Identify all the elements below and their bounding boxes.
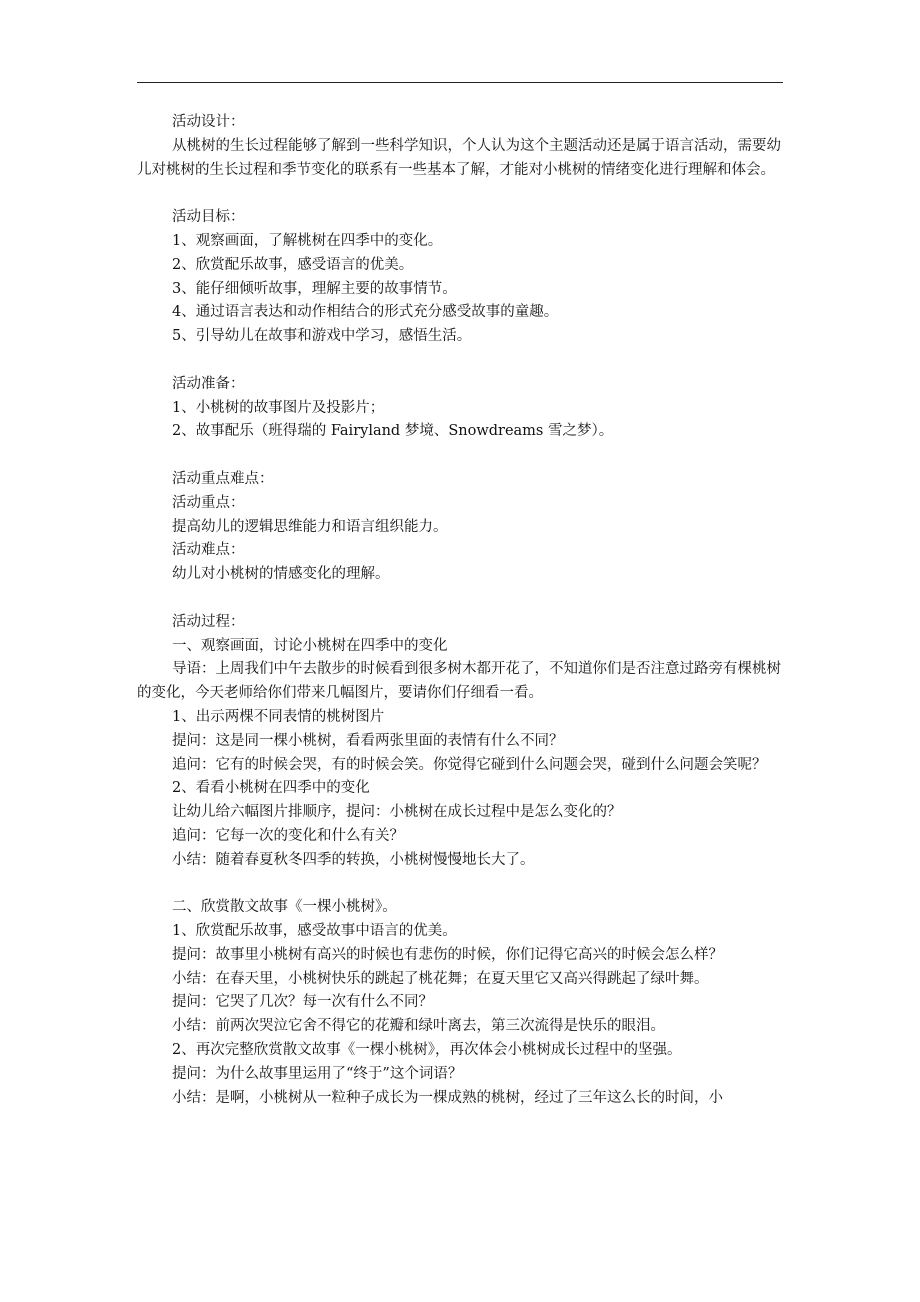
design-text: 从桃树的生长过程能够了解到一些科学知识，个人认为这个主题活动还是属于语言活动，需要幼儿对桃树的生长过程和季节变化的联系有一些基本了解，才能对小桃树的情绪变化进行理解和体会。 xyxy=(137,137,781,178)
question-6: 提问：它哭了几次？每一次有什么不同？ xyxy=(172,994,433,1011)
question-3: 让幼儿给六幅图片排顺序，提问：小桃树在成长过程中是怎么变化的？ xyxy=(172,804,622,821)
focus-text: 提高幼儿的逻辑思维能力和语言组织能力。 xyxy=(172,518,448,535)
summary-2: 小结：在春天里，小桃树快乐的跳起了桃花舞；在夏天里它又高兴得跳起了绿叶舞。 xyxy=(172,970,709,987)
spacer xyxy=(137,587,783,611)
prep-heading: 活动准备： xyxy=(172,375,245,392)
step-2: 2、看看小桃树在四季中的变化 xyxy=(172,780,370,797)
summary-3: 小结：前两次哭泣它舍不得它的花瓣和绿叶离去，第三次流得是快乐的眼泪。 xyxy=(172,1018,665,1035)
spacer xyxy=(137,182,783,206)
prep-item-1: 1、小桃树的故事图片及投影片； xyxy=(172,399,385,416)
question-2: 追问：它有的时候会哭，有的时候会笑。你觉得它碰到什么问题会哭，碰到什么问题会笑呢？ xyxy=(172,756,767,773)
document-body xyxy=(137,111,783,1110)
step-1: 1、出示两棵不同表情的桃树图片 xyxy=(172,708,385,725)
part1-title: 一、观察画面，讨论小桃树在四季中的变化 xyxy=(172,637,448,654)
design-heading: 活动设计： xyxy=(172,114,245,130)
goal-item-2: 2、欣赏配乐故事，感受语言的优美。 xyxy=(172,256,414,273)
summary-4: 小结：是啊，小桃树从一粒种子成长为一棵成熟的桃树，经过了三年这么长的时间，小 xyxy=(172,1089,723,1106)
key-heading: 活动重点难点： xyxy=(172,470,274,487)
goal-item-1: 1、观察画面，了解桃树在四季中的变化。 xyxy=(172,232,443,249)
goals-heading: 活动目标： xyxy=(172,209,245,226)
goal-item-5: 5、引导幼儿在故事和游戏中学习，感悟生活。 xyxy=(172,328,472,345)
goal-item-4: 4、通过语言表达和动作相结合的形式充分感受故事的童趣。 xyxy=(172,304,559,321)
summary-1: 小结：随着春夏秋冬四季的转换，小桃树慢慢地长大了。 xyxy=(172,851,535,868)
step-4: 2、再次完整欣赏散文故事《一棵小桃树》，再次体会小桃树成长过程中的坚强。 xyxy=(172,1042,682,1059)
spacer xyxy=(137,873,783,897)
question-5: 提问：故事里小桃树有高兴的时候也有悲伤的时候，你们记得它高兴的时候会怎么样？ xyxy=(172,946,723,963)
step-3: 1、欣赏配乐故事，感受故事中语言的优美。 xyxy=(172,923,457,940)
prep-item-2: 2、故事配乐（班得瑞的 Fairyland 梦境、Snowdreams 雪之梦）。 xyxy=(172,423,614,440)
header-rule xyxy=(137,82,783,83)
process-heading: 活动过程： xyxy=(172,613,245,630)
spacer xyxy=(137,444,783,468)
question-1: 提问：这是同一棵小桃树，看看两张里面的表情有什么不同？ xyxy=(172,732,564,749)
process-intro: 导语：上周我们中午去散步的时候看到很多树木都开花了，不知道你们是否注意过路旁有棵桃树的变化，今天老师给你们带来几幅图片，要请你们仔细看一看。 xyxy=(137,661,781,702)
question-4: 追问：它每一次的变化和什么有关？ xyxy=(172,827,404,844)
focus-label: 活动重点： xyxy=(172,494,245,511)
part2-title: 二、欣赏散文故事《一棵小桃树》。 xyxy=(172,899,397,916)
goal-item-3: 3、能仔细倾听故事，理解主要的故事情节。 xyxy=(172,280,457,297)
question-7: 提问：为什么故事里运用了“终于”这个词语？ xyxy=(172,1065,463,1082)
difficulty-label: 活动难点： xyxy=(172,542,245,559)
spacer xyxy=(137,349,783,373)
difficulty-text: 幼儿对小桃树的情感变化的理解。 xyxy=(172,566,390,583)
